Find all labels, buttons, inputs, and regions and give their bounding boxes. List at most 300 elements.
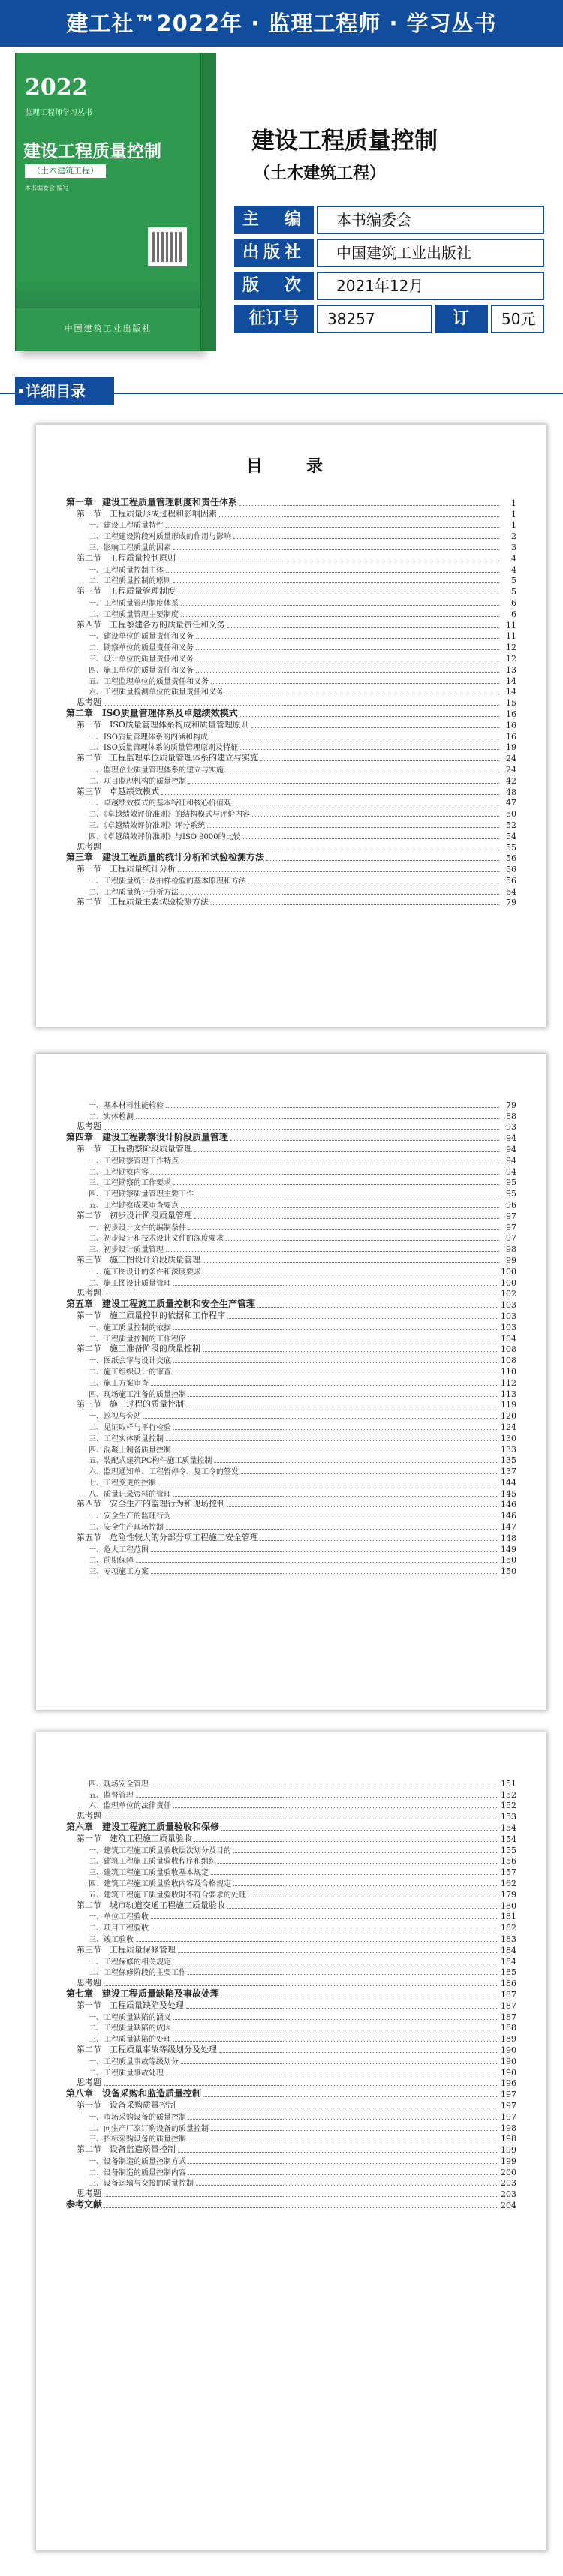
toc-entry (66, 2099, 516, 2111)
toc-entry-page: 50 (506, 809, 516, 820)
toc-entry (66, 1499, 516, 1510)
toc-entry (66, 597, 516, 608)
toc-entry (66, 1777, 516, 1789)
toc-leader-dots (252, 816, 499, 817)
toc-entry (66, 1443, 516, 1455)
toc-entry-title: 第七章 建设工程质量缺陷及事故处理 (66, 1988, 220, 1999)
toc-entry-page: 42 (506, 775, 516, 786)
toc-entry-page: 103 (501, 1300, 516, 1311)
toc-leader-dots (194, 1218, 499, 1219)
toc-entry-title: 第五章 建设工程施工质量控制和安全生产管理 (66, 1299, 256, 1310)
toc-list (66, 1777, 516, 2210)
toc-entry-page: 108 (501, 1356, 516, 1366)
toc-entry-title: 思考题 (77, 2078, 101, 2088)
toc-leader-dots (226, 1240, 499, 1241)
toc-entry (66, 1210, 516, 1221)
toc-entry (66, 519, 516, 531)
toc-leader-dots (251, 727, 499, 728)
toc-leader-dots (166, 1107, 499, 1108)
toc-leader-dots (166, 1251, 499, 1252)
toc-entry-title: 三、工程质量缺陷的处理 (89, 2036, 171, 2045)
toc-entry (66, 1833, 516, 1844)
toc-entry-page: 184 (501, 1945, 516, 1955)
toc-leader-dots (173, 2041, 498, 2042)
toc-entry-title: 二、工程质量控制的工作程序 (89, 1335, 186, 1344)
toc-entry (66, 1933, 516, 1944)
toc-entry-page: 197 (501, 2090, 516, 2100)
toc-leader-dots (161, 794, 499, 795)
toc-entry-title: 一、工程质量事故等级划分 (89, 2057, 179, 2066)
book-info-section (0, 47, 563, 366)
toc-entry-title: 思考题 (77, 1811, 101, 1822)
toc-entry-page: 156 (501, 1856, 516, 1867)
toc-entry-title: 三、专项施工方案 (89, 1568, 149, 1577)
toc-entry-page: 151 (501, 1778, 516, 1789)
toc-entry-page: 150 (501, 1555, 516, 1566)
toc-entry-page: 162 (501, 1878, 516, 1888)
toc-entry (66, 1354, 516, 1365)
toc-entry (66, 1410, 516, 1421)
toc-entry (66, 1554, 516, 1566)
toc-entry-title: 一、ISO质量管理体系的内涵和构成 (89, 733, 208, 742)
toc-entry-title: 四、混凝土制备质量控制 (89, 1446, 171, 1455)
toc-entry-page: 152 (501, 1789, 516, 1800)
toc-entry (66, 1800, 516, 1811)
toc-entry-page: 145 (501, 1488, 516, 1499)
toc-entry-page: 197 (501, 2100, 516, 2111)
cover-title: 建设工程质量控制 (23, 142, 161, 161)
toc-entry-title: 三、初步设计质量管理 (89, 1246, 164, 1255)
toc-entry-page: 79 (506, 1100, 516, 1110)
toc-entry-page: 24 (506, 764, 516, 775)
toc-entry-page: 97 (506, 1222, 516, 1232)
toc-leader-dots (151, 1918, 498, 1919)
toc-entry (66, 1944, 516, 1955)
toc-entry-title: 一、设备制造的质量控制方式 (89, 2157, 186, 2166)
toc-entry (66, 730, 516, 742)
toc-entry (66, 1365, 516, 1377)
toc-entry-title: 第三节 工程质量保修管理 (77, 1944, 176, 1955)
toc-entry-title: 三、设计单位的质量责任和义务 (89, 655, 194, 664)
toc-entry-title: 一、安全生产的监理行为 (89, 1512, 171, 1521)
cover-stripe (16, 278, 200, 308)
toc-entry-title: 思考题 (77, 697, 101, 708)
toc-entry-title: 一、工程质量统计及抽样检验的基本原理和方法 (89, 877, 246, 886)
toc-entry-page: 154 (501, 1834, 516, 1844)
toc-entry-page: 108 (501, 1344, 516, 1355)
editor-row (234, 206, 544, 234)
toc-entry-title: 第三节 卓越绩效模式 (77, 786, 159, 796)
cover-band: （土木建筑工程） (25, 164, 106, 178)
toc-entry-page: 183 (501, 1934, 516, 1944)
toc-entry (66, 1221, 516, 1232)
toc-entry (66, 1254, 516, 1265)
toc-list (66, 1099, 516, 1576)
toc-entry (66, 1344, 516, 1355)
toc-entry-page: 110 (501, 1366, 516, 1377)
toc-entry-page: 130 (501, 1433, 516, 1443)
toc-entry-page: 119 (501, 1400, 516, 1410)
toc-entry-title: 二、施工组织设计的审查 (89, 1368, 171, 1377)
toc-leader-dots (233, 538, 499, 539)
toc-entry-page: 113 (501, 1389, 516, 1399)
toc-leader-dots (136, 1941, 498, 1942)
toc-entry (66, 1265, 516, 1277)
toc-leader-dots (136, 1797, 498, 1798)
toc-entry-page: 12 (506, 653, 516, 664)
book-cover-image (15, 53, 201, 351)
toc-entry (66, 1299, 516, 1310)
toc-leader-dots (151, 1174, 499, 1175)
publisher-row (234, 239, 544, 267)
toc-entry-page: 98 (506, 1244, 516, 1255)
toc-entry-title: 第一节 工程勘察阶段质量管理 (77, 1143, 192, 1154)
toc-leader-dots (173, 1496, 498, 1497)
toc-entry-page: 15 (506, 698, 516, 709)
toc-entry-title: 二、实体检测 (89, 1112, 134, 1121)
cover-year: 2022 (25, 74, 88, 101)
toc-entry (66, 1232, 516, 1244)
toc-entry-page: 187 (501, 2012, 516, 2022)
toc-entry-title: 六、监理单位的法律责任 (89, 1802, 171, 1811)
toc-entry-page: 5 (511, 576, 516, 586)
toc-leader-dots (196, 2185, 498, 2186)
toc-entry (66, 530, 516, 541)
toc-leader-dots (143, 1418, 498, 1419)
toc-entry-page: 190 (501, 2045, 516, 2055)
toc-entry-title: 一、卓越绩效模式的基本特征和核心价值观 (89, 799, 231, 808)
toc-leader-dots (218, 1863, 498, 1864)
toc-leader-dots (241, 1473, 498, 1474)
toc-entry (66, 1921, 516, 1933)
toc-entry-title: 思考题 (77, 841, 101, 852)
toc-entry (66, 2177, 516, 2189)
toc-leader-dots (211, 1874, 498, 1875)
toc-entry-page: 187 (501, 1989, 516, 2000)
toc-entry-page: 14 (506, 687, 516, 697)
toc-leader-dots (151, 1385, 498, 1386)
toc-entry-title: 第一节 工程质量统计分析 (77, 864, 176, 874)
toc-entry-title: 五、装配式建筑PC构件施工质量控制 (89, 1457, 212, 1466)
toc-entry-title: 一、建筑工程施工质量验收层次划分及目的 (89, 1846, 231, 1855)
toc-entry-title: 一、市场采购设备的质量控制 (89, 2113, 186, 2122)
toc-entry-page: 47 (506, 798, 516, 808)
edition-value: 2021年12月 (317, 272, 544, 300)
toc-entry-title: 第三节 施工图设计阶段质量管理 (77, 1254, 200, 1265)
toc-entry (66, 564, 516, 575)
toc-entry-page: 94 (506, 1155, 516, 1166)
toc-entry (66, 2199, 516, 2210)
toc-leader-dots (221, 1830, 498, 1831)
toc-entry-page: 1 (511, 520, 516, 531)
toc-leader-dots (260, 760, 499, 761)
toc-entry-page: 1 (511, 509, 516, 519)
toc-entry-page: 79 (506, 898, 516, 908)
toc-entry (66, 630, 516, 642)
toc-entry (66, 1565, 516, 1576)
toc-entry-page: 88 (506, 1111, 516, 1121)
toc-entry-title: 五、监督管理 (89, 1791, 134, 1800)
toc-entry-title: 三、影响工程质量的因素 (89, 543, 171, 552)
toc-entry (66, 2188, 516, 2199)
toc-entry-page: 19 (506, 742, 516, 753)
toc-entry-title: 一、工程质量管理制度体系 (89, 599, 179, 608)
toc-entry-page: 149 (501, 1544, 516, 1554)
toc-entry (66, 874, 516, 886)
toc-entry-title: 第五节 危险性较大的分部分项工程施工安全管理 (77, 1532, 258, 1542)
toc-entry-title: 思考题 (77, 2189, 101, 2199)
toc-entry-page: 146 (501, 1500, 516, 1510)
toc-entry (66, 897, 516, 908)
toc-entry-title: 第三节 施工过程的质量控制 (77, 1399, 184, 1410)
toc-entry-title: 二、建筑工程施工质量验收程序和组织 (89, 1858, 216, 1867)
toc-leader-dots (257, 1307, 498, 1308)
toc-entry-title: 第一章 建设工程质量管理制度和责任体系 (66, 496, 238, 507)
toc-entry-page: 203 (501, 2189, 516, 2200)
toc-entry-page: 2 (511, 531, 516, 542)
toc-entry-page: 203 (501, 2178, 516, 2189)
toc-entry-title: 第二节 初步设计阶段质量管理 (77, 1210, 192, 1220)
toc-entry-title: 二、ISO质量管理体系的质量管理原则及特征 (89, 744, 238, 753)
toc-entry (66, 641, 516, 652)
toc-entry-page: 199 (501, 2145, 516, 2156)
toc-entry (66, 1509, 516, 1521)
toc-entry-page: 148 (501, 1533, 516, 1543)
toc-entry (66, 2166, 516, 2177)
toc-entry-page: 100 (501, 1277, 516, 1288)
toc-entry-title: 第二节 城市轨道交通工程施工质量验收 (77, 1900, 225, 1910)
toc-entry-page: 133 (501, 1444, 516, 1455)
toc-entry-title: 一、危大工程范围 (89, 1545, 149, 1554)
toc-leader-dots (230, 1140, 499, 1141)
toc-entry-title: 第一节 工程质量缺陷及处理 (77, 2000, 184, 2010)
toc-entry-title: 二、项目监理机构的质量控制 (89, 777, 186, 786)
toc-entry (66, 1955, 516, 1967)
toc-entry-page: 135 (501, 1455, 516, 1466)
toc-entry (66, 552, 516, 564)
toc-entry-page: 6 (511, 597, 516, 608)
toc-entry-page: 137 (501, 1467, 516, 1477)
toc-entry (66, 752, 516, 763)
toc-entry-title: 三、《卓越绩效评价准则》评分系统 (89, 821, 205, 830)
toc-leader-dots (188, 1396, 498, 1397)
toc-leader-dots (188, 2119, 498, 2120)
toc-entry (66, 1911, 516, 1922)
toc-entry-title: 第一节 建筑工程施工质量验收 (77, 1833, 192, 1843)
toc-entry (66, 2055, 516, 2066)
toc-leader-dots (211, 683, 499, 684)
toc-entry-page: 95 (506, 1178, 516, 1188)
toc-entry (66, 1132, 516, 1143)
toc-entry-title: 二、《卓越绩效评价准则》的结构模式与评价内容 (89, 811, 250, 820)
toc-leader-dots (233, 1885, 498, 1886)
toc-entry-title: 四、工程勘察质量管理主要工作 (89, 1190, 194, 1199)
book-spine (201, 53, 216, 351)
toc-entry (66, 2022, 516, 2033)
toc-entry-title: 二、工程质量管理主要制度 (89, 610, 179, 619)
toc-entry-page: 180 (501, 1900, 516, 1911)
toc-entry-title: 思考题 (77, 1288, 101, 1299)
toc-leader-dots (181, 605, 499, 606)
toc-entry-page: 157 (501, 1867, 516, 1878)
toc-entry (66, 863, 516, 874)
toc-leader-dots (227, 1318, 498, 1319)
toc-entry-title: 三、竣工验收 (89, 1935, 134, 1944)
toc-entry-page: 14 (506, 676, 516, 686)
toc-entry-page: 186 (501, 1979, 516, 1989)
toc-entry-title: 二、初步设计和技术设计文件的深度要求 (89, 1235, 224, 1244)
toc-entry (66, 708, 516, 719)
toc-entry-page: 97 (506, 1211, 516, 1221)
toc-entry (66, 2155, 516, 2166)
toc-entry-page: 187 (501, 2000, 516, 2011)
toc-entry (66, 742, 516, 753)
toc-entry-page: 104 (501, 1333, 516, 1344)
toc-leader-dots (104, 2196, 498, 2197)
toc-entry-title: 二、勘察单位的质量责任和义务 (89, 644, 194, 653)
cover-series: 监理工程师学习丛书 (25, 109, 92, 117)
toc-leader-dots (219, 2052, 498, 2053)
toc-entry-title: 三、招标采购设备的质量控制 (89, 2135, 186, 2144)
toc-entry-title: 二、工程质量统计分析方法 (89, 888, 179, 897)
toc-entry-title: 第二章 ISO质量管理体系及卓越绩效模式 (66, 707, 238, 718)
toc-entry-page: 199 (501, 2156, 516, 2166)
toc-entry-page: 120 (501, 1411, 516, 1422)
toc-leader-dots (194, 1151, 499, 1152)
toc-leader-dots (196, 649, 499, 650)
toc-entry-page: 4 (511, 564, 516, 575)
toc-entry (66, 830, 516, 841)
qr-code-icon (148, 227, 187, 266)
toc-entry-page: 152 (501, 1801, 516, 1811)
toc-entry-title: 第三章 建设工程质量的统计分析和试验检测方法 (66, 852, 265, 863)
toc-entry (66, 1399, 516, 1410)
edition-label: 版 次 (234, 272, 314, 300)
toc-leader-dots (188, 2163, 498, 2164)
toc-entry (66, 585, 516, 597)
toc-entry-page: 11 (506, 631, 516, 642)
toc-entry (66, 1099, 516, 1110)
toc-entry-title: 第二节 工程质量主要试验检测方法 (77, 897, 209, 907)
toc-entry-title: 思考题 (77, 1121, 101, 1132)
toc-entry (66, 1488, 516, 1499)
toc-leader-dots (181, 894, 499, 895)
toc-entry-page: 189 (501, 2034, 516, 2045)
toc-entry (66, 1455, 516, 1466)
toc-entry (66, 1900, 516, 1911)
toc-entry-title: 一、监理企业质量管理体系的建立与实施 (89, 766, 224, 775)
section-label: 详细目录 (15, 377, 114, 405)
toc-entry-title: 一、工程质量控制主体 (89, 566, 164, 575)
toc-leader-dots (211, 2130, 498, 2131)
toc-entry-title: 第八章 设备采购和监造质量控制 (66, 2088, 202, 2099)
order-label: 征订号 (234, 305, 314, 333)
toc-entry-page: 154 (501, 1822, 516, 1833)
toc-entry-title: 参考文献 (66, 2199, 103, 2210)
toc-entry-title: 第六章 建设工程施工质量验收和保修 (66, 1821, 220, 1832)
toc-entry-title: 第一节 设备采购质量控制 (77, 2099, 176, 2110)
toc-page-3 (36, 1732, 546, 2550)
toc-entry-page: 96 (506, 1199, 516, 1210)
toc-entry-title: 六、工程质量检测单位的质量责任和义务 (89, 688, 224, 697)
toc-entry-title: 第一节 ISO质量管理体系构成和质量管理原则 (77, 719, 249, 730)
toc-entry (66, 1888, 516, 1900)
toc-entry-title: 四、建筑工程施工质量验收内容及合格规定 (89, 1879, 231, 1888)
toc-entry (66, 497, 516, 508)
toc-leader-dots (173, 1329, 498, 1330)
toc-leader-dots (173, 1285, 498, 1286)
toc-entry-title: 二、工程保修阶段的主要工作 (89, 1969, 186, 1978)
toc-entry-title: 一、巡视与旁站 (89, 1413, 141, 1422)
toc-entry-title: 一、工程保修的相关规定 (89, 1958, 171, 1967)
toc-entry (66, 1187, 516, 1199)
toc-entry (66, 2066, 516, 2078)
toc-entry (66, 686, 516, 697)
toc-entry-page: 184 (501, 1956, 516, 1967)
toc-leader-dots (151, 1573, 498, 1574)
toc-entry-page: 200 (501, 2167, 516, 2177)
toc-entry (66, 1866, 516, 1877)
toc-entry-page: 95 (506, 1189, 516, 1199)
toc-entry-title: 三、建筑工程施工质量验收基本规定 (89, 1869, 209, 1878)
toc-entry-title: 二、工程质量事故处理 (89, 2069, 164, 2078)
toc-entry-page: 1 (511, 498, 516, 508)
toc-page-1 (36, 425, 546, 1027)
toc-entry (66, 853, 516, 864)
toc-entry-title: 一、单位工程验收 (89, 1913, 149, 1922)
toc-entry-page: 179 (501, 1889, 516, 1900)
toc-leader-dots (233, 1852, 498, 1853)
toc-entry-title: 二、安全生产现场控制 (89, 1524, 164, 1533)
toc-entry-title: 一、施工图设计的条件和深度要求 (89, 1268, 201, 1277)
toc-entry (66, 2111, 516, 2122)
toc-entry-page: 204 (501, 2201, 516, 2211)
toc-entry-page: 48 (506, 787, 516, 797)
toc-leader-dots (178, 2152, 498, 2153)
toc-entry (66, 1988, 516, 2000)
toc-entry (66, 508, 516, 519)
toc-entry-page: 103 (501, 1322, 516, 1332)
toc-entry (66, 1110, 516, 1121)
header-banner (0, 0, 563, 47)
toc-entry (66, 1166, 516, 1177)
toc-leader-dots (166, 1529, 498, 1530)
publisher-label: 出版社 (234, 239, 314, 267)
toc-entry-page: 4 (511, 553, 516, 564)
toc-entry (66, 1432, 516, 1443)
toc-leader-dots (188, 2174, 498, 2175)
toc-entry (66, 1143, 516, 1154)
toc-entry (66, 775, 516, 786)
toc-entry-title: 五、工程勘察成果审查要点 (89, 1201, 179, 1210)
book-title: 建设工程质量控制 (251, 128, 438, 155)
toc-entry-title: 第二节 工程质量控制原则 (77, 552, 176, 563)
toc-leader-dots (196, 638, 499, 639)
toc-entry-title: 二、向生产厂家订购设备的质量控制 (89, 2124, 209, 2133)
toc-entry-title: 五、建筑工程施工质量验收时不符合要求的处理 (89, 1891, 246, 1900)
toc-entry-title: 第二节 工程监理单位质量管理体系的建立与实施 (77, 753, 258, 763)
toc-entry-title: 二、设备制造的质量控制内容 (89, 2168, 186, 2177)
toc-entry-title: 四、现场施工准备的质量控制 (89, 1390, 186, 1399)
toc-leader-dots (203, 1351, 498, 1352)
toc-entry (66, 1465, 516, 1476)
toc-leader-dots (186, 2008, 498, 2009)
toc-entry-title: 七、工程变更的控制 (89, 1479, 156, 1488)
toc-entry-page: 13 (506, 664, 516, 675)
toc-entry (66, 1967, 516, 1978)
toc-entry (66, 619, 516, 630)
toc-entry-page: 198 (501, 2123, 516, 2133)
